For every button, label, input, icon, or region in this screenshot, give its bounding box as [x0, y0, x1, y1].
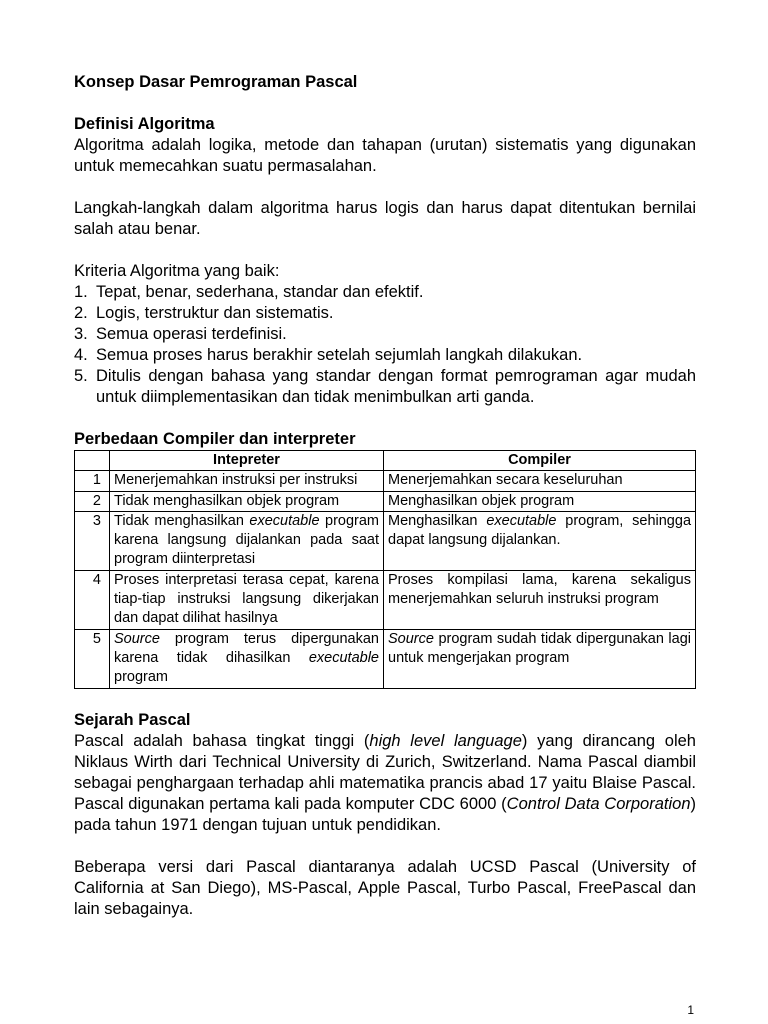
text-run: ) pada tahun 1971 dengan tujuan untuk pendidikan. — [74, 794, 696, 834]
sejarah-heading: Sejarah Pascal — [74, 710, 191, 729]
italic-term: executable — [308, 649, 379, 666]
header-compiler: Compiler — [384, 451, 696, 471]
sejarah-paragraph-1 — [74, 731, 696, 836]
header-interpreter: Intepreter — [110, 451, 384, 471]
list-item-text: Semua proses harus berakhir setelah sejumlah langkah dilakukan. — [96, 346, 583, 364]
text-run: Menghasilkan — [388, 512, 487, 529]
interpreter-cell: Proses interpretasi terasa cepat, karena tiap-tiap instruksi langsung dikerjakan dan dapat dilihat hasilnya — [110, 570, 384, 629]
text-run: program karena langsung dijalankan pada saat program diinterpretasi — [114, 512, 379, 568]
italic-term: executable — [249, 512, 320, 529]
text-run: program, sehingga dapat langsung dijalankan. — [388, 512, 692, 549]
document-page — [74, 72, 696, 920]
document-title: Konsep Dasar Pemrograman Pascal — [74, 73, 358, 91]
table-row — [75, 629, 696, 688]
interpreter-cell — [110, 629, 384, 688]
compiler-cell: Menghasilkan objek program — [384, 491, 696, 511]
compiler-cell: Proses kompilasi lama, karena sekaligus menerjemahkan seluruh instruksi program — [384, 570, 696, 629]
perbedaan-heading: Perbedaan Compiler dan interpreter — [74, 430, 356, 448]
interpreter-cell: Tidak menghasilkan objek program — [110, 491, 384, 511]
text-run: program sudah tidak dipergunakan lagi untuk mengerjakan program — [388, 630, 691, 666]
text-run: program terus dipergunakan karena tidak dihasilkan — [114, 630, 379, 666]
compiler-cell — [384, 511, 696, 570]
list-item-text: Tepat, benar, sederhana, standar dan efektif. — [96, 283, 424, 301]
definisi-heading: Definisi Algoritma — [74, 115, 215, 133]
row-number: 1 — [75, 471, 110, 491]
row-number: 4 — [75, 570, 110, 629]
list-item — [74, 282, 696, 303]
row-number: 3 — [75, 511, 110, 570]
header-number-cell — [75, 451, 110, 471]
list-item — [74, 366, 696, 408]
italic-term: executable — [486, 512, 557, 529]
list-item-number: 5. — [74, 367, 88, 385]
text-run: ) yang dirancang oleh Niklaus Wirth dari Technical University di Zurich, Switzerland. Nama Pascal diambil sebagai penghargaan terhadap ahli matematika prancis abad 17 yaitu Blaise Pascal. Pascal digunakan pertama kali pada komputer CDC 6000 ( — [74, 731, 696, 813]
list-item — [74, 345, 696, 366]
list-item-text: Semua operasi terdefinisi. — [96, 325, 287, 343]
kriteria-list — [74, 282, 696, 408]
table-header-row — [75, 451, 696, 471]
text-run: program — [114, 669, 168, 686]
interpreter-cell — [110, 511, 384, 570]
table-row — [75, 491, 696, 511]
list-item-number: 2. — [74, 304, 88, 322]
italic-term: Source — [388, 630, 434, 647]
interpreter-cell: Menerjemahkan instruksi per instruksi — [110, 471, 384, 491]
italic-term: Control Data Corporation — [506, 794, 691, 813]
table-row — [75, 511, 696, 570]
list-item-text: Logis, terstruktur dan sistematis. — [96, 304, 334, 322]
compiler-cell — [384, 629, 696, 688]
list-item — [74, 324, 696, 345]
comparison-table — [74, 450, 696, 689]
row-number: 5 — [75, 629, 110, 688]
compiler-cell: Menerjemahkan secara keseluruhan — [384, 471, 696, 491]
text-run: Pascal adalah bahasa tingkat tinggi ( — [74, 731, 370, 750]
definisi-paragraph: Algoritma adalah logika, metode dan tahapan (urutan) sistematis yang digunakan untuk memecahkan suatu permasalahan. — [74, 136, 696, 175]
table-row — [75, 471, 696, 491]
list-item-number: 1. — [74, 283, 88, 301]
list-item-text: Ditulis dengan bahasa yang standar dengan format pemrograman agar mudah untuk diimplementasikan dan tidak menimbulkan arti ganda. — [96, 367, 696, 406]
langkah-paragraph: Langkah-langkah dalam algoritma harus logis dan harus dapat ditentukan bernilai salah atau benar. — [74, 199, 696, 238]
text-run: Tidak menghasilkan — [114, 512, 250, 529]
list-item-number: 3. — [74, 325, 88, 343]
sejarah-paragraph-2: Beberapa versi dari Pascal diantaranya adalah UCSD Pascal (University of California at San Diego), MS-Pascal, Apple Pascal, Turbo Pascal, FreePascal dan lain sebagainya. — [74, 857, 696, 918]
row-number: 2 — [75, 491, 110, 511]
kriteria-intro: Kriteria Algoritma yang baik: — [74, 262, 280, 280]
page-number: 1 — [687, 1003, 694, 1017]
list-item — [74, 303, 696, 324]
italic-term: high level language — [369, 731, 522, 750]
table-row — [75, 570, 696, 629]
italic-term: Source — [114, 630, 160, 647]
list-item-number: 4. — [74, 346, 88, 364]
